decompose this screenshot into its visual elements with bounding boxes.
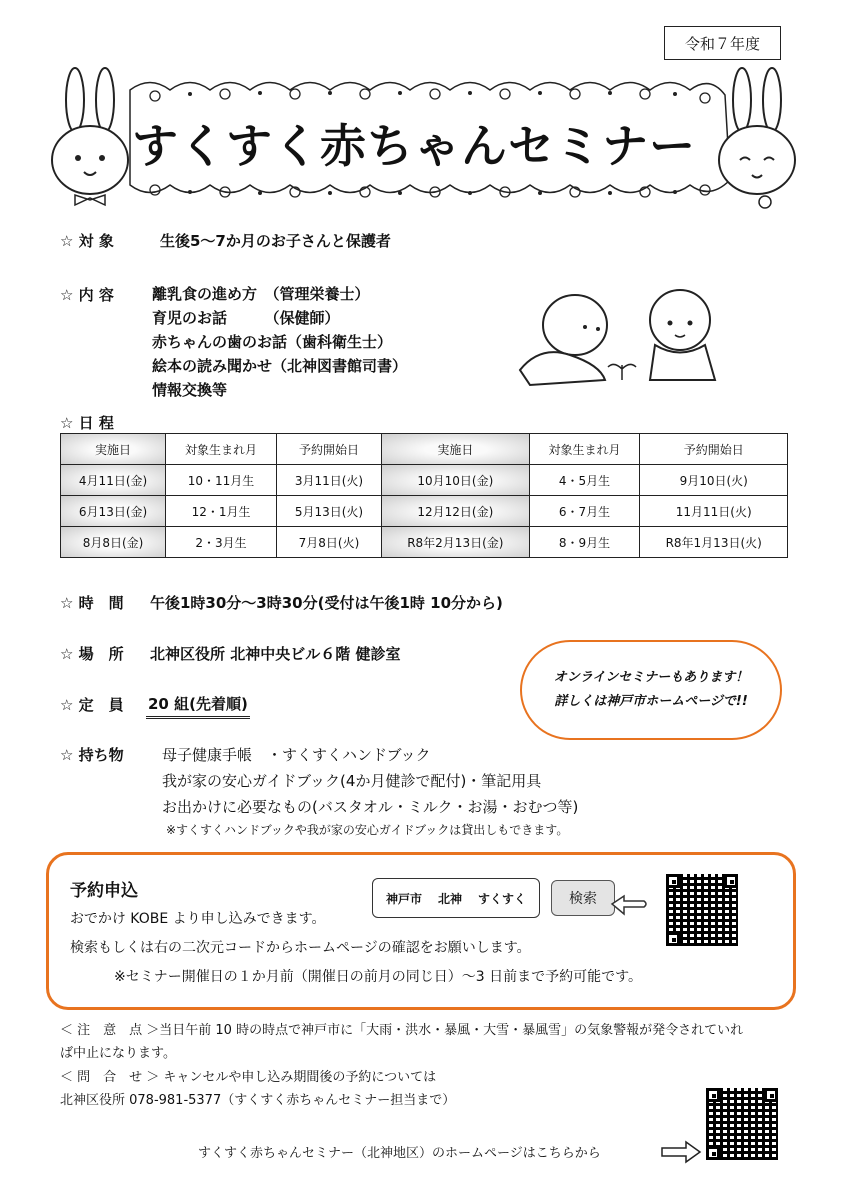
search-term: すくすく bbox=[478, 891, 527, 906]
caution-note: ＜ 注 意 点 ＞当日午前 10 時の時点で神戸市に「大雨・洪水・暴風・大雪・暴風雪」の気象警報が発令されていれ bbox=[60, 1023, 744, 1038]
search-term: 北神 bbox=[437, 891, 462, 906]
table-cell: 11月11日(火) bbox=[640, 496, 788, 527]
content-item: 離乳食の進め方 （管理栄養士） bbox=[152, 285, 370, 303]
content-item: 赤ちゃんの歯のお話（歯科衛生士） bbox=[152, 333, 393, 351]
babies-illustration bbox=[510, 285, 730, 395]
table-cell: 2・3月生 bbox=[166, 527, 277, 558]
belongings-note: ※すくすくハンドブックや我が家の安心ガイドブックは貸出しもできます。 bbox=[166, 823, 569, 837]
table-cell: 4月11日(金) bbox=[61, 465, 166, 496]
schedule-table bbox=[60, 433, 788, 558]
search-query-box[interactable] bbox=[372, 878, 540, 918]
belongings-label: ☆ 持ち物 bbox=[60, 746, 124, 764]
header-reserve-start-2: 予約開始日 bbox=[640, 434, 788, 465]
schedule-label: ☆ 日 程 bbox=[60, 414, 114, 432]
table-cell: 8月8日(金) bbox=[61, 527, 166, 558]
online-line-1: オンラインセミナーもあります！ bbox=[553, 670, 749, 685]
table-cell: 4・5月生 bbox=[529, 465, 640, 496]
homepage-link-text: すくすく赤ちゃんセミナー（北神地区）のホームページはこちらから bbox=[198, 1146, 601, 1161]
table-cell: 8・9月生 bbox=[529, 527, 640, 558]
time-label: ☆ 時 間 bbox=[60, 594, 124, 612]
online-line-2: 詳しくは神戸市ホームページで!! bbox=[554, 694, 748, 709]
content-item: 情報交換等 bbox=[152, 381, 228, 399]
online-seminar-callout bbox=[520, 640, 782, 740]
table-row bbox=[61, 465, 788, 496]
table-cell: 6月13日(金) bbox=[61, 496, 166, 527]
contact-info: 北神区役所 078-981-5377（すくすく赤ちゃんセミナー担当まで） bbox=[60, 1093, 456, 1108]
place-label: ☆ 場 所 bbox=[60, 645, 124, 663]
belongings-item: お出かけに必要なもの(バスタオル・ミルク・お湯・おむつ等) bbox=[162, 798, 579, 816]
target-value: 生後5～7か月のお子さんと保護者 bbox=[160, 232, 391, 250]
table-header-row bbox=[61, 434, 788, 465]
content-item: 絵本の読み聞かせ（北神図書館司書） bbox=[152, 357, 408, 375]
belongings-item: 我が家の安心ガイドブック(4か月健診で配付)・筆記用具 bbox=[162, 772, 542, 790]
reservation-line-1: おでかけ KOBE より申し込みできます。 bbox=[70, 911, 326, 927]
header-date-1: 実施日 bbox=[61, 434, 166, 465]
table-cell: 10・11月生 bbox=[166, 465, 277, 496]
header-reserve-start-1: 予約開始日 bbox=[276, 434, 381, 465]
reservation-line-2: 検索もしくは右の二次元コードからホームページの確認をお願いします。 bbox=[70, 940, 531, 956]
table-row bbox=[61, 527, 788, 558]
table-cell: 6・7月生 bbox=[529, 496, 640, 527]
header-birth-month-2: 対象生まれ月 bbox=[529, 434, 640, 465]
capacity-value: 20 組(先着順) bbox=[146, 693, 250, 719]
table-cell: 10月10日(金) bbox=[382, 465, 530, 496]
fiscal-year-box: 令和７年度 bbox=[664, 26, 781, 60]
search-button[interactable]: 検索 bbox=[551, 880, 615, 916]
table-cell: R8年2月13日(金) bbox=[382, 527, 530, 558]
caution-note-cont: ば中止になります。 bbox=[60, 1046, 176, 1061]
homepage-qr-code[interactable] bbox=[706, 1088, 778, 1160]
table-cell: 12月12日(金) bbox=[382, 496, 530, 527]
reservation-title: 予約申込 bbox=[70, 881, 138, 901]
belongings-list bbox=[162, 742, 578, 820]
place-value: 北神区役所 北神中央ビル６階 健診室 bbox=[150, 645, 401, 663]
inquiry-note: ＜ 問 合 せ ＞ キャンセルや申し込み期間後の予約については bbox=[60, 1070, 437, 1085]
content-label: ☆ 内 容 bbox=[60, 286, 114, 304]
search-term: 神戸市 bbox=[385, 891, 422, 906]
right-arrow-icon bbox=[660, 1140, 702, 1164]
content-list bbox=[152, 282, 407, 402]
target-label: ☆ 対 象 bbox=[60, 232, 114, 250]
seminar-title: すくすく赤ちゃんセミナー bbox=[132, 119, 696, 173]
table-cell: 3月11日(火) bbox=[276, 465, 381, 496]
table-cell: 9月10日(火) bbox=[640, 465, 788, 496]
table-cell: 5月13日(火) bbox=[276, 496, 381, 527]
header-date-2: 実施日 bbox=[382, 434, 530, 465]
table-row bbox=[61, 496, 788, 527]
pointing-hand-icon bbox=[608, 892, 650, 922]
table-cell: 7月8日(火) bbox=[276, 527, 381, 558]
content-item: 育児のお話 （保健師） bbox=[152, 309, 340, 327]
header-birth-month-1: 対象生まれ月 bbox=[166, 434, 277, 465]
belongings-item: 母子健康手帳 ・すくすくハンドブック bbox=[162, 746, 431, 764]
reservation-qr-code[interactable] bbox=[666, 874, 738, 946]
time-value: 午後1時30分～3時30分(受付は午後1時 10分から) bbox=[150, 594, 503, 612]
capacity-label: ☆ 定 員 bbox=[60, 696, 124, 714]
table-cell: 12・1月生 bbox=[166, 496, 277, 527]
table-cell: R8年1月13日(火) bbox=[640, 527, 788, 558]
reservation-line-3: ※セミナー開催日の１か月前（開催日の前月の同じ日）～3 日前まで予約可能です。 bbox=[114, 969, 642, 985]
